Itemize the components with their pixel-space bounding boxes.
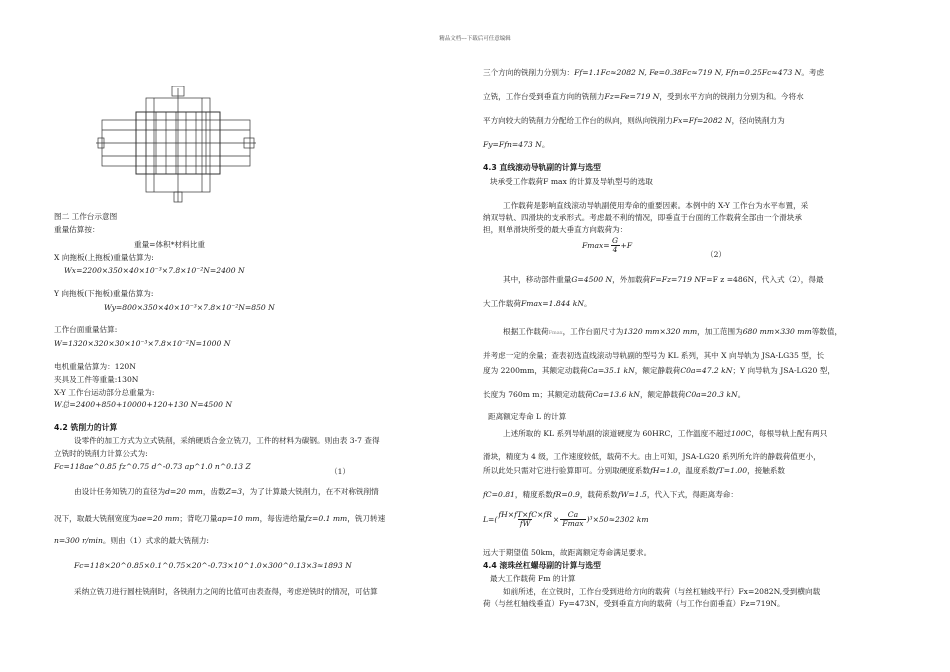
section-4-4-title: 4.4 滚珠丝杠螺母副的计算与选型 — [483, 561, 601, 570]
para-tool-line2: 况下，取最大铣削宽度为ae=20 mm；背吃刀量ap=10 mm，每齿进给量fz=0.1 mm，铣刀转速 — [54, 514, 386, 523]
weight-rule: 重量=体积*材料比重 — [134, 240, 205, 249]
equation-2-number: （2） — [706, 250, 727, 259]
force-line2: 立铣，工作台受到垂直方向的铣削力Fz=Fe=719 N，受到水平方向的铣削力分别为和。今将水 — [483, 92, 804, 101]
fmax-formula: Fmax= $\frac{G}{4}$ +F — [582, 236, 633, 254]
y-plate-formula: Wy=800×350×40×10⁻³×7.8×10⁻²N=850 N — [104, 303, 275, 312]
para-life-line1: 上述所取的 KL 系列导轨副的滚道硬度为 60HRC，工作温度不超过100C，每根导轨上配有两只 — [503, 429, 828, 438]
section-4-3-title: 4.3 直线滚动导轨副的计算与选型 — [483, 163, 601, 172]
force-line1: 三个方向的铣削力分别为：Ff=1.1Fc≈2082 N, Fe=0.38Fc≈719 N, Ffn=0.25Fc≈473 N。考虑 — [483, 68, 825, 77]
para-4-2-line1: 设零件的加工方式为立式铣削，采纳硬质合金立铣刀，工件的材料为碳钢。则由表 3-7 查得 — [74, 436, 380, 445]
para-screw-line2: 荷（与丝杠轴线垂直）Fy=473N，受到垂直方向的载荷（与工作台面垂直）Fz=719N。 — [483, 599, 785, 608]
table-weight-label: 工作台面重量估算: — [54, 325, 118, 334]
para-select-line1: 根据工作载荷Fmax，工作台面尺寸为1320 mm×320 mm，加工范围为680 mm×330 mm等数值， — [503, 327, 843, 336]
motor-weight: 电机重量估算为：120N — [54, 362, 136, 371]
x-plate-label: X 向拖板(上拖板)重量估算为: — [54, 253, 154, 262]
para-select-line4: 长度为 760m m；其额定动载荷Ca=13.6 kN，额定静载荷C0a=20.3 kN。 — [483, 390, 746, 399]
cutting-force-formula: Fc=118ae^0.85 fz^0.75 d^-0.73 ap^1.0 n^0.13 Z — [54, 462, 251, 471]
equation-1-number: （1） — [330, 467, 351, 476]
section-4-2-title: 4.2 铣削力的计算 — [54, 423, 118, 432]
para-load-line4: 其中，移动部件重量G=4500 N，外加载荷F=Fz=719 NF=F z =486N，代入式（2），得最 — [503, 275, 824, 284]
figure-caption: 图二 工作台示意图 — [54, 212, 118, 221]
para-tool-line1: 由设计任务知铣刀的直径为d=20 mm，齿数Z=3，为了计算最大铣削力，在不对称铣削情 — [74, 487, 379, 496]
para-life-line3: 所以此处只需对它进行验算即可。分别取硬度系数fH=1.0，温度系数fT=1.00，接触系数 — [483, 466, 786, 475]
xy-total-label: X-Y 工作台运动部分总重量为: — [54, 388, 155, 397]
para-select-line3: 度为 2200mm，其额定动载荷Ca=35.1 kN，额定静载荷C0a=47.2 kN；Y 向导轨为 JSA-LG20 型， — [483, 366, 835, 375]
xy-total-formula: W总=2400+850+10000+120+130 N=4500 N — [54, 400, 232, 409]
para-select-line2: 并考虑一定的余量；查表初选直线滚动导轨副的型号为 KL 系列，其中 X 向导轨为 JSA-LG35 型，长 — [483, 351, 825, 360]
para-4-2-line2: 立铣时的铣削力计算公式为: — [54, 449, 148, 458]
section-4-3-subtitle: 块承受工作载荷F max 的计算及导轨型号的选取 — [490, 177, 653, 186]
force-line3: 平方向较大的铣削力分配给工作台的纵向，则纵向铣削力Fx=Ff=2082 N，径向铣削力为 — [483, 116, 785, 125]
x-plate-formula: Wx=2200×350×40×10⁻³×7.8×10⁻²N=2400 N — [64, 266, 245, 275]
y-plate-label: Y 向拖板(下拖板)重量估算为: — [54, 289, 154, 298]
para-load-line2: 纳双导轨、四滑块的支承形式。考虑最不利的情况，即垂直于台面的工作载荷全部由一个滑块承 — [483, 213, 802, 222]
para-load-line3: 担，则单滑块所受的最大垂直方向载荷为： — [483, 225, 628, 234]
para-screw-line1: 如前所述，在立铣时，工作台受到进给方向的载荷（与丝杠轴线平行）Fx=2082N,受到横向载 — [503, 587, 821, 596]
section-4-4-subtitle: 最大工作载荷 Fm 的计算 — [490, 574, 576, 583]
page-header: 精品文档---下载后可任意编辑 — [439, 36, 511, 42]
para-load-line1: 工作载荷是影响直线滚动导轨副使用寿命的重要因素。本例中的 X-Y 工作台为水平布置，采 — [503, 201, 809, 210]
worktable-figure — [96, 86, 256, 204]
para-life-line4: fC=0.81，精度系数fR=0.9，载荷系数fW=1.5，代入下式，得距离寿命： — [483, 490, 738, 499]
para-load-line5: 大工作载荷Fmax=1.844 kN。 — [483, 299, 592, 308]
para-ratio: 采纳立铣刀进行圆柱铣削时，各铣削力之间的比值可由表查得，考虑逆铣时的情况，可估算 — [74, 587, 378, 596]
life-formula: L=( $\frac{fH\times fT\times fC\times fR}{fW}$ × Ca Fmax )³×50≈2302 km — [483, 510, 649, 528]
para-life-result: 远大于期望值 50km，故距离额定寿命满足要求。 — [483, 548, 652, 557]
weight-title: 重量估算按： — [54, 225, 100, 234]
fc-result-formula: Fc=118×20^0.85×0.1^0.75×20^-0.73×10^1.0×300^0.13×3≈1893 N — [74, 561, 352, 570]
life-calc-title: 距离额定寿命 L 的计算 — [488, 412, 567, 421]
force-line4: Fy=Ffn=473 N。 — [483, 140, 550, 149]
para-life-line2: 滑块，精度为 4 级，工作速度较低，载荷不大。由上可知，JSA-LG20 系列所允许的静载荷值更小， — [483, 452, 821, 461]
fixture-weight: 夹具及工件等重量:130N — [54, 375, 139, 384]
para-tool-line3: n=300 r/min。则由（1）式求的最大铣削力: — [54, 536, 209, 545]
table-weight-formula: W=1320×320×30×10⁻³×7.8×10⁻²N=1000 N — [54, 339, 231, 348]
